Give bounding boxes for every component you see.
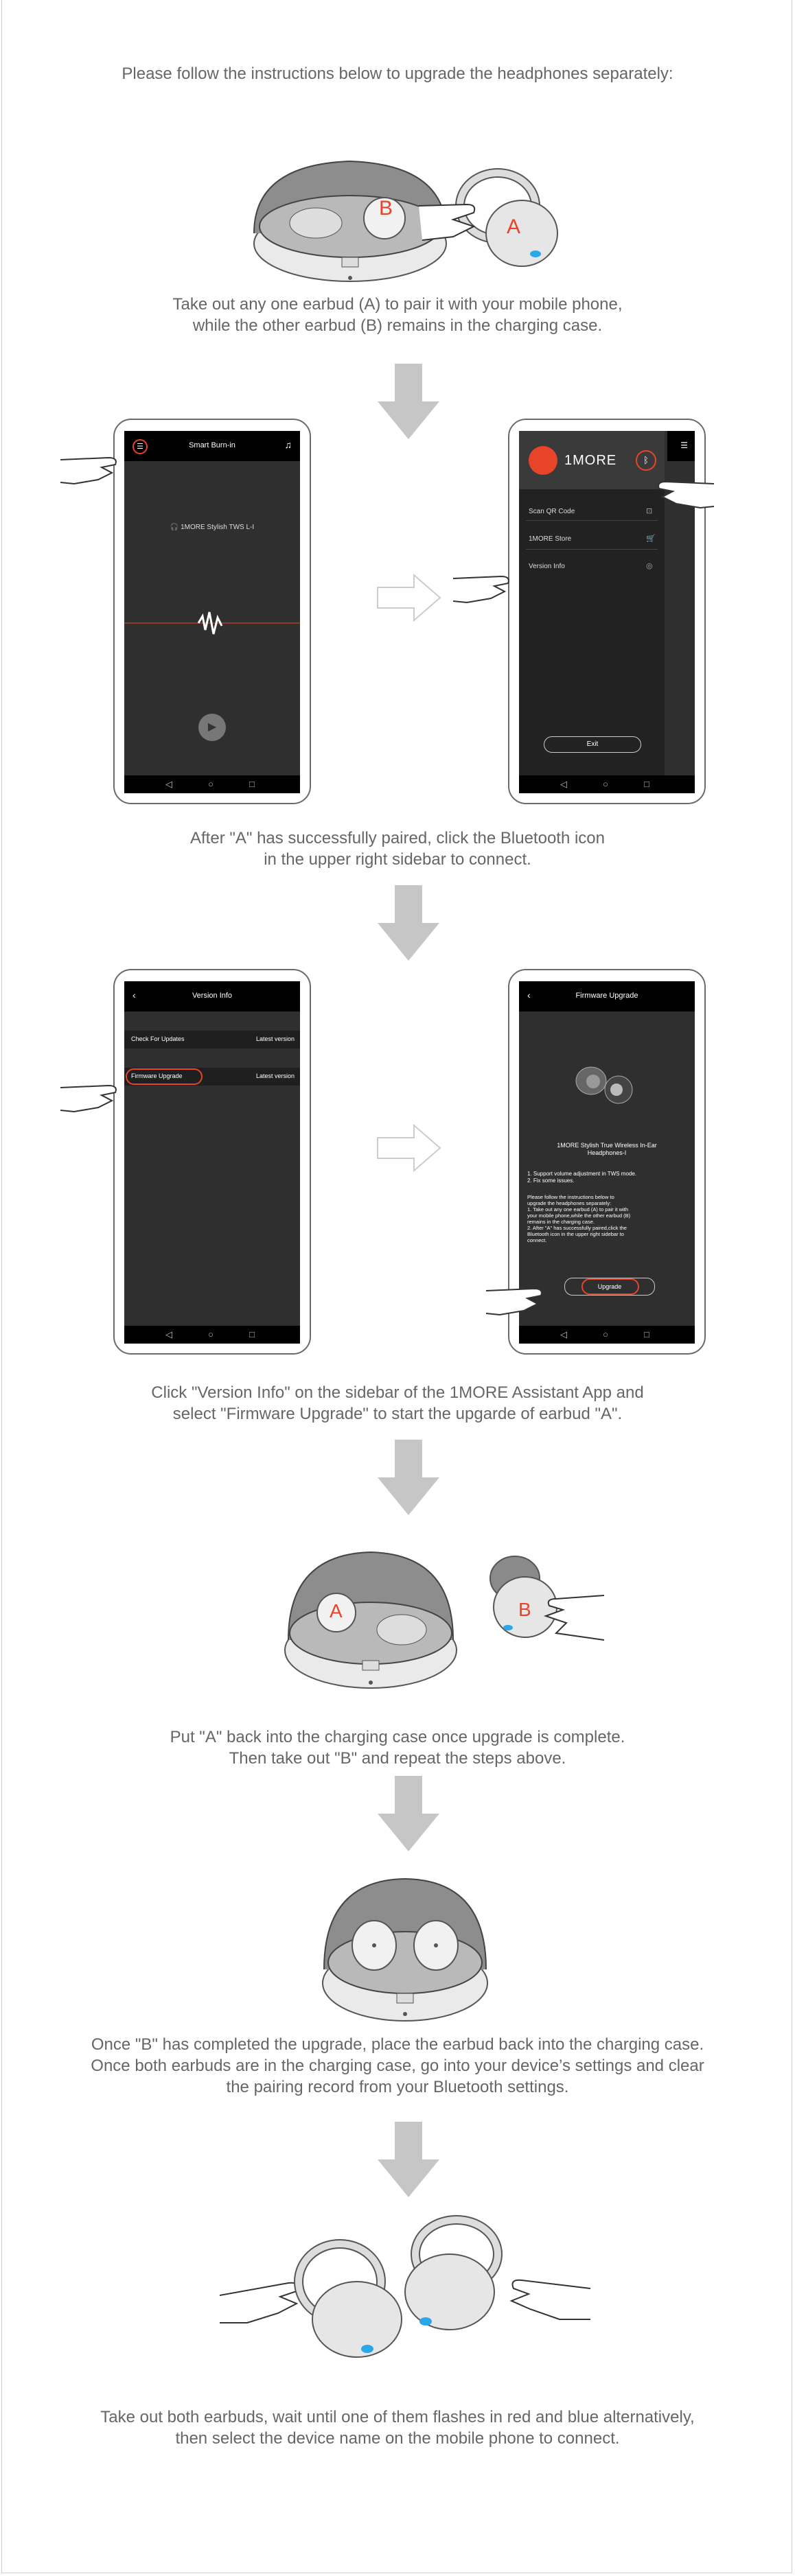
upgrade-button[interactable] — [564, 1278, 655, 1296]
recents-icon[interactable]: □ — [249, 1329, 255, 1339]
phone3-title: Version Info — [192, 992, 233, 1000]
step5-caption-line2: Once both earbuds are in the charging case, go into your device’s settings and clear — [91, 2057, 704, 2075]
instruction-line: remains in the charging case. — [527, 1219, 595, 1225]
svg-text:B: B — [518, 1599, 531, 1620]
instruction-line: your mobile phone,while the other earbud (B) — [527, 1213, 631, 1219]
bluetooth-icon[interactable]: ᛒ — [636, 450, 656, 471]
home-icon[interactable]: ○ — [603, 779, 608, 789]
hand-pointer-icon — [453, 568, 515, 609]
step5-caption-line3: the pairing record from your Bluetooth settings. — [226, 2078, 569, 2096]
step4-caption-line1: Put "A" back into the charging case once upgrade is complete. — [170, 1728, 625, 1746]
home-icon[interactable]: ○ — [208, 779, 214, 789]
step6-caption-line2: then select the device name on the mobile phone to connect. — [175, 2429, 620, 2448]
step6-caption — [0, 2407, 795, 2449]
illustration-case-closed-both — [316, 1866, 494, 2031]
row-value: Latest version — [255, 1073, 295, 1079]
step5-caption — [0, 2034, 795, 2098]
back-icon[interactable]: ◁ — [165, 1329, 172, 1339]
hand-pointer-icon — [486, 1280, 548, 1322]
play-button[interactable]: ▶ — [198, 714, 226, 741]
earbuds-icon — [567, 1057, 643, 1112]
instruction-line: 1. Take out any one earbud (A) to pair it with — [527, 1206, 629, 1213]
step2-caption — [0, 828, 795, 870]
row-label: Firmware Upgrade — [131, 1073, 183, 1079]
down-arrow-4 — [378, 1776, 439, 1851]
intro-text: Please follow the instructions below to upgrade the headphones separately: — [122, 65, 673, 83]
sidebar-item-store[interactable] — [529, 535, 571, 543]
upgrade-highlight — [581, 1278, 639, 1295]
phone1-topbar — [124, 431, 300, 461]
instructions — [527, 1194, 630, 1243]
step6-caption-line1: Take out both earbuds, wait until one of them flashes in red and blue alternatively, — [100, 2408, 695, 2426]
svg-text:B: B — [379, 197, 393, 220]
step5-caption-line1: Once "B" has completed the upgrade, place the earbud back into the charging case. — [91, 2035, 704, 2054]
phone3-topbar — [124, 981, 300, 1011]
hand-pointer-icon — [60, 1077, 122, 1119]
cart-icon: 🛒 — [646, 535, 656, 543]
brand-logo-icon — [529, 446, 557, 475]
instruction-line: 2. After "A" has successfully paired,click the — [527, 1225, 627, 1231]
phone1-title: Smart Burn-in — [189, 441, 235, 449]
recents-icon[interactable]: □ — [644, 1329, 649, 1339]
home-icon[interactable]: ○ — [208, 1329, 214, 1339]
phone3-screen — [124, 981, 300, 1344]
step3-caption — [0, 1382, 795, 1425]
phone1-screen — [124, 431, 300, 793]
sidebar-item-label: Version Info — [529, 563, 565, 570]
row-value: Latest version — [255, 1035, 295, 1042]
release-notes — [527, 1171, 636, 1184]
sidebar-item-version-info[interactable] — [529, 563, 565, 570]
phone4-topbar — [519, 981, 695, 1011]
svg-text:A: A — [507, 215, 521, 238]
phone4-navbar — [519, 1326, 695, 1344]
scan-icon: ⊡ — [646, 507, 653, 515]
back-icon[interactable]: ◁ — [560, 779, 567, 789]
step2-caption-line1: After "A" has successfully paired, click the Bluetooth icon — [190, 829, 605, 847]
sidebar-item-label: 1MORE Store — [529, 535, 572, 543]
sidebar-item-label: Scan QR Code — [529, 508, 575, 515]
sidebar-header — [519, 431, 665, 489]
phone2-topbar — [667, 431, 695, 461]
right-arrow-1 — [376, 574, 441, 622]
step2-caption-line2: in the upper right sidebar to connect. — [264, 850, 531, 869]
step3-caption-line1: Click "Version Info" on the sidebar of the 1MORE Assistant App and — [151, 1383, 644, 1402]
exit-button[interactable] — [544, 736, 641, 753]
sidebar-panel — [519, 431, 665, 775]
illustration-case-a-out — [247, 124, 577, 295]
menu-icon[interactable]: ☰ — [132, 439, 148, 454]
step1-caption-line2: while the other earbud (B) remains in the charging case. — [192, 316, 603, 335]
hand-pointer-icon — [60, 449, 122, 491]
right-arrow-2 — [376, 1124, 441, 1172]
illustration-case-b-out — [281, 1530, 611, 1702]
phone-version-info — [113, 969, 311, 1355]
divider — [526, 549, 658, 550]
product-line: 1MORE Stylish True Wireless In-Ear — [557, 1142, 657, 1149]
instruction-line: connect. — [527, 1237, 547, 1243]
sidebar-item-scan[interactable] — [529, 508, 575, 515]
svg-text:A: A — [330, 1600, 343, 1621]
note-line: 1. Support volume adjustment in TWS mode. — [527, 1171, 637, 1177]
divider — [526, 520, 658, 521]
phone1-navbar — [124, 775, 300, 793]
phone2-navbar — [519, 775, 695, 793]
back-icon[interactable]: ◁ — [560, 1329, 567, 1339]
step1-caption — [0, 294, 795, 336]
phone3-navbar — [124, 1326, 300, 1344]
recents-icon[interactable]: □ — [644, 779, 649, 789]
menu-icon[interactable]: ☰ — [680, 441, 688, 450]
step1-caption-line1: Take out any one earbud (A) to pair it with your mobile phone, — [172, 295, 623, 314]
hand-pointer-icon — [652, 473, 714, 515]
product-name — [519, 1142, 695, 1157]
info-icon: ◎ — [646, 562, 653, 570]
row-label: Check For Updates — [131, 1035, 185, 1042]
list-item[interactable] — [124, 1068, 300, 1086]
exit-label: Exit — [586, 740, 599, 748]
back-arrow-icon[interactable]: ‹ — [132, 990, 136, 1000]
back-icon[interactable]: ◁ — [165, 779, 172, 789]
headphone-icon: 🎧 — [170, 524, 179, 531]
down-arrow-5 — [378, 2122, 439, 2197]
waveform-graphic — [124, 609, 300, 637]
instruction-line: upgrade the headphones separately: — [527, 1200, 612, 1206]
product-line: Headphones-I — [587, 1149, 627, 1156]
note-line: 2. Fix some issues. — [527, 1178, 575, 1184]
upgrade-label: Upgrade — [597, 1283, 622, 1290]
phone-smart-burn-in — [113, 419, 311, 804]
phone4-title: Firmware Upgrade — [575, 992, 638, 1000]
recents-icon[interactable]: □ — [249, 779, 255, 789]
step4-caption — [0, 1726, 795, 1769]
down-arrow-1 — [378, 364, 439, 439]
illustration-both-earbuds-out — [220, 2206, 590, 2371]
down-arrow-2 — [378, 885, 439, 961]
back-arrow-icon[interactable]: ‹ — [527, 990, 531, 1000]
home-icon[interactable]: ○ — [603, 1329, 608, 1339]
phone1-device — [124, 524, 300, 531]
instruction-line: Bluetooth icon in the upper right sidebar to — [527, 1231, 624, 1237]
device-name: 1MORE Stylish TWS L-I — [181, 524, 255, 531]
list-item[interactable] — [124, 1031, 300, 1049]
down-arrow-3 — [378, 1440, 439, 1515]
instruction-line: Please follow the instructions below to — [527, 1194, 614, 1200]
step4-caption-line2: Then take out "B" and repeat the steps above. — [229, 1749, 566, 1768]
music-note-icon[interactable]: ♫ — [284, 439, 292, 450]
step3-caption-line2: select "Firmware Upgrade" to start the upgarde of earbud "A". — [172, 1405, 623, 1423]
brand-name: 1MORE — [564, 453, 617, 468]
